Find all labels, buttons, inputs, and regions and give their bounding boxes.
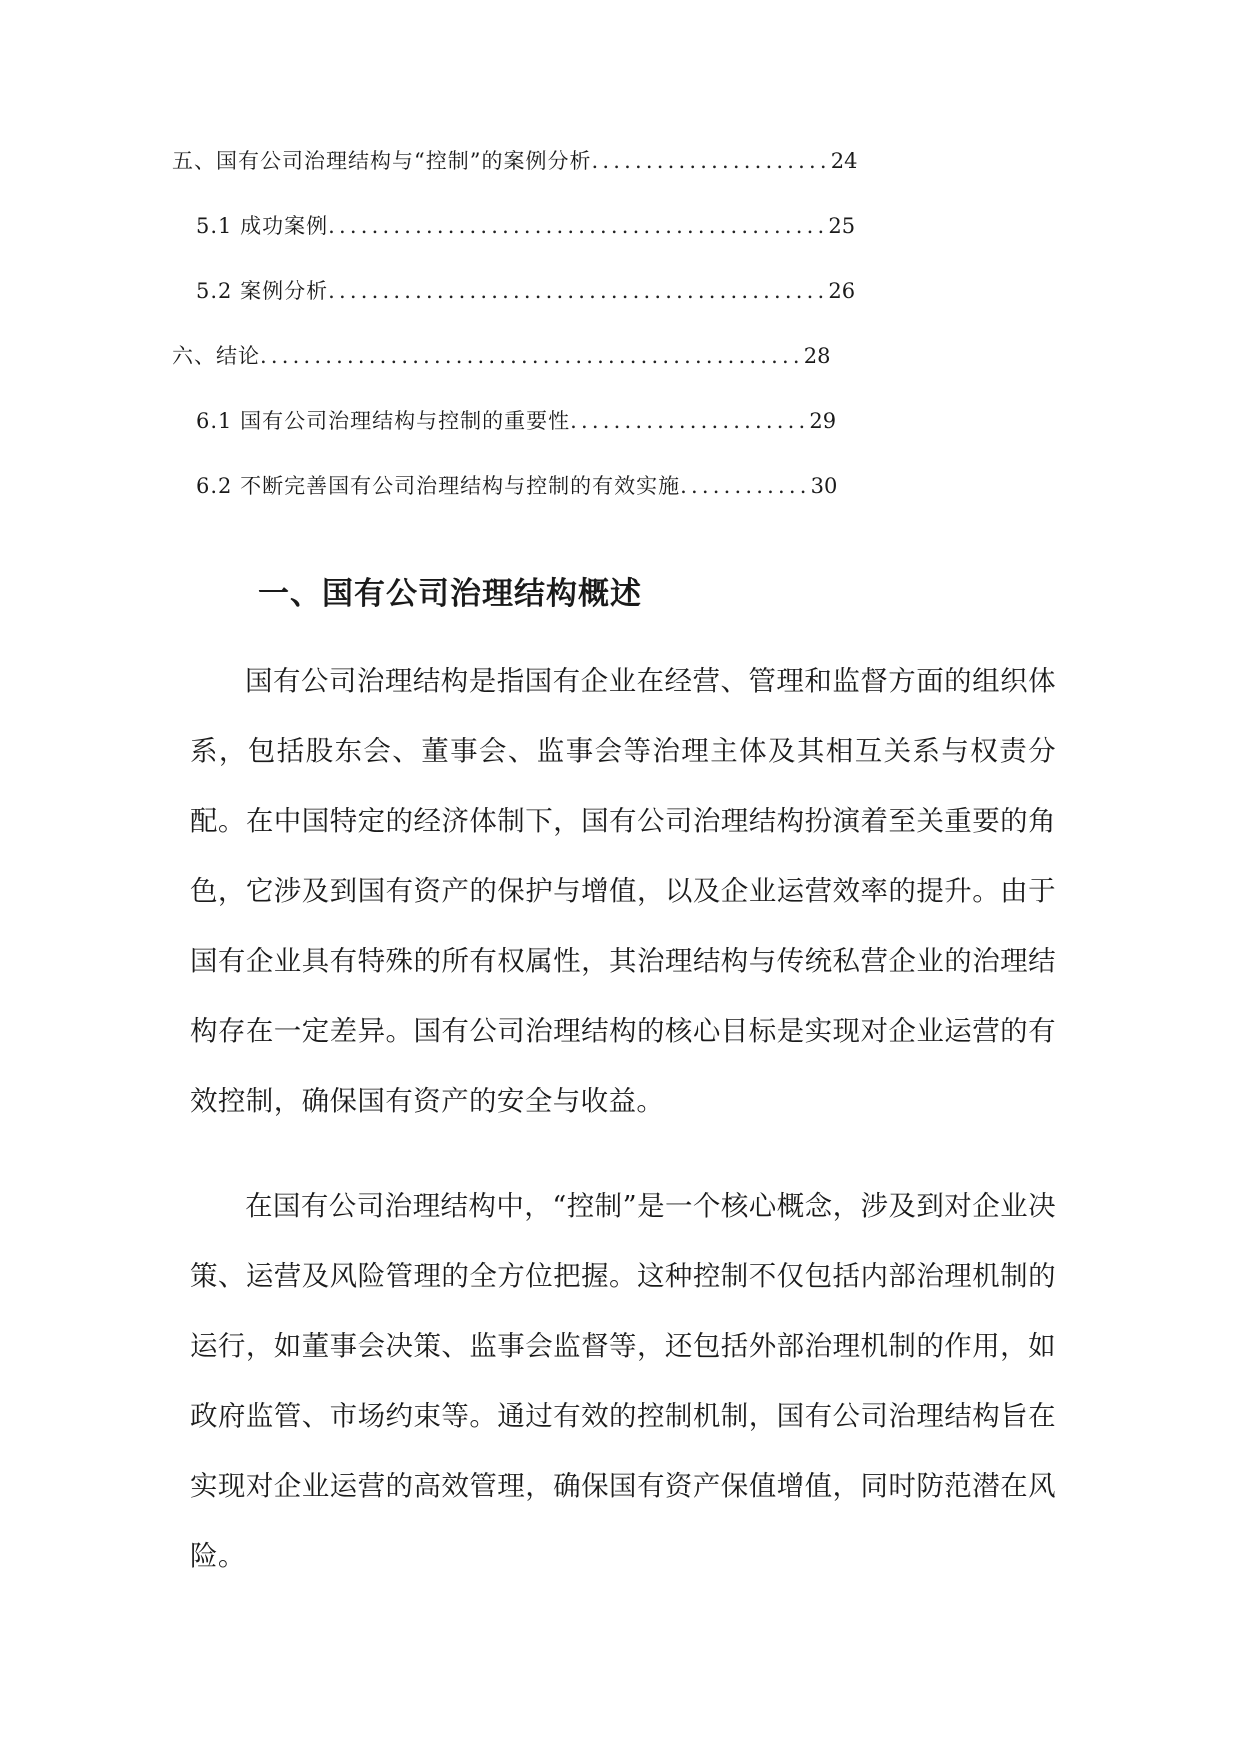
- toc-leader-dots: ......................: [591, 149, 831, 173]
- toc-entry-title: 6.2 不断完善国有公司治理结构与控制的有效实施: [196, 474, 681, 498]
- toc-leader-dots: ..................................................: [260, 344, 804, 368]
- toc-entry[interactable]: [172, 341, 972, 406]
- toc-entry[interactable]: [172, 471, 972, 536]
- toc-entry[interactable]: [172, 406, 972, 471]
- toc-entry[interactable]: [172, 146, 972, 211]
- toc-leader-dots: ......................: [570, 409, 810, 433]
- section-heading: 一、国有公司治理结构概述: [258, 576, 642, 612]
- toc-page-number: 25: [828, 214, 856, 238]
- toc-entry[interactable]: [172, 276, 972, 341]
- toc-entry-title: 六、结论: [172, 344, 260, 368]
- toc-entry[interactable]: [172, 211, 972, 276]
- toc-page-number: 26: [828, 279, 856, 303]
- toc-entry-title: 6.1 国有公司治理结构与控制的重要性: [196, 409, 571, 433]
- toc-page-number: 30: [810, 474, 838, 498]
- toc-entry-title: 5.1 成功案例: [196, 214, 329, 238]
- body-paragraph: 国有公司治理结构是指国有企业在经营、管理和监督方面的组织体系，包括股东会、董事会、监事会等治理主体及其相互关系与权责分配。在中国特定的经济体制下，国有公司治理结构扮演着至关重要的角色，它涉及到国有资产的保护与增值，以及企业运营效率的提升。由于国有企业具有特殊的所有权属性，其治理结构与传统私营企业的治理结构存在一定差异。国有公司治理结构的核心目标是实现对企业运营的有效控制，确保国有资产的安全与收益。: [190, 665, 1056, 1117]
- toc-entry-title: 5.2 案例分析: [196, 279, 329, 303]
- toc-entry-title: 五、国有公司治理结构与“控制”的案例分析: [172, 149, 592, 173]
- toc-page-number: 28: [803, 344, 831, 368]
- toc-page-number: 24: [830, 149, 858, 173]
- toc-page-number: 29: [809, 409, 837, 433]
- toc-leader-dots: ..............................................: [328, 214, 829, 238]
- body-paragraph: 在国有公司治理结构中，“控制”是一个核心概念，涉及到对企业决策、运营及风险管理的全方位把握。这种控制不仅包括内部治理机制的运行，如董事会决策、监事会监督等，还包括外部治理机制的作用，如政府监管、市场约束等。通过有效的控制机制，国有公司治理结构旨在实现对企业运营的高效管理，确保国有资产保值增值，同时防范潜在风险。: [190, 1190, 1056, 1572]
- toc-leader-dots: ..............................................: [328, 279, 829, 303]
- toc-leader-dots: ............: [680, 474, 811, 498]
- table-of-contents: [172, 146, 990, 536]
